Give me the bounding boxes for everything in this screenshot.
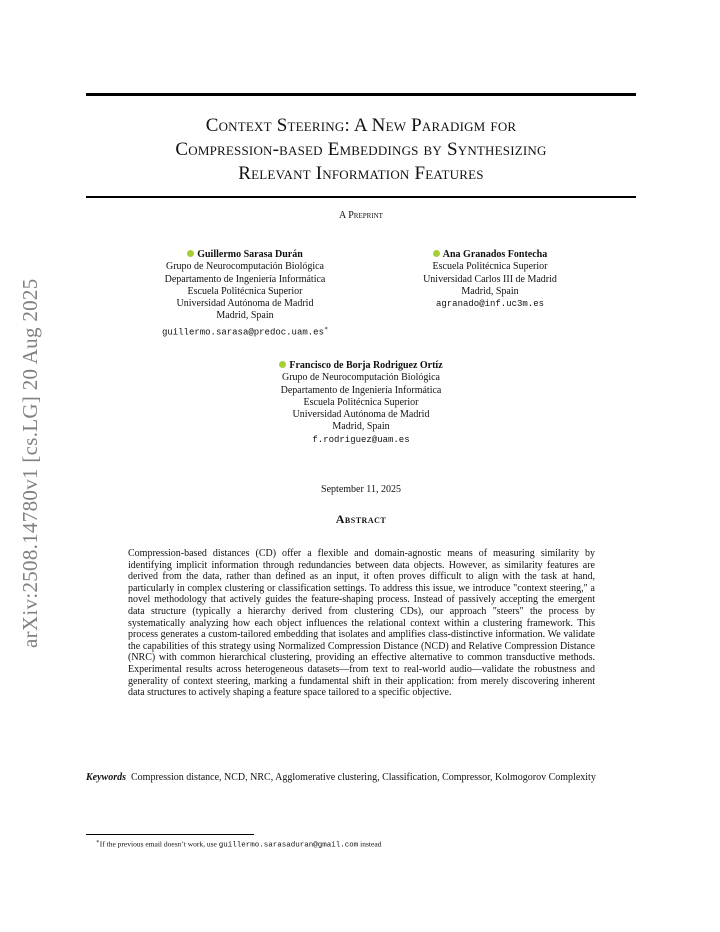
orcid-icon[interactable] (433, 250, 440, 257)
orcid-icon[interactable] (187, 250, 194, 257)
title-line: Compression-based Embeddings by Synthesizing (175, 139, 547, 160)
affiliation-line: Madrid, Spain (332, 421, 390, 433)
footnote-text-end: instead (358, 839, 382, 849)
affiliation-line: Departamento de Ingeniería Informática (164, 273, 326, 285)
publication-date: September 11, 2025 (321, 484, 401, 495)
affiliation-line: Universidad Autónoma de Madrid (176, 298, 314, 310)
footnote-marker: ∗ (96, 839, 100, 845)
affiliation-line: Escuela Politécnica Superior (432, 261, 548, 273)
author-block (130, 249, 360, 338)
footnote-email[interactable]: guillermo.sarasaduran@gmail.com (218, 841, 359, 850)
author-email[interactable]: agranado@inf.uc3m.es (435, 299, 545, 310)
footnote-marker: ∗ (323, 325, 329, 332)
affiliation-line: Grupo de Neurocomputación Biológica (165, 261, 324, 273)
author-block (236, 360, 486, 446)
abstract-text: Compression-based distances (CD) offer a flexible and domain-agnostic means of measuring similarity by identifying implicit information through redundancies between data objects. However, as similarity features are derived from the data, rather than defined as an input, it often proves difficult to align with the task at hand, particularly in complex clustering or classification settings. To address this issue, we introduce "context steering," a novel methodology that actively guides the feature-shaping process. Instead of passively accepting the emergent data structure (typically a hierarchy derived from clustering CDs), our approach "steers" the process by systematically analyzing how each object influences the relational context within a clustering framework. This process generates a custom-tailored embedding that isolates and amplifies class-distinctive information. We validate the capabilities of this strategy using Normalized Compression Distance (NCD) and Relative Compression Distance (NRC) with common hierarchical clustering, providing an effective alternative to common transductive methods. Experimental results across heterogeneous datasets—from text to real-world audio—validate the robustness and generality of context steering, marking a fundamental shift in their application: from merely discovering inherent data structures to actively shaping a feature space tailored to a specific objective. (128, 548, 595, 699)
affiliation-line: Departamento de Ingeniería Informática (280, 384, 442, 396)
affiliation-line: Universidad Autónoma de Madrid (292, 409, 430, 421)
paper-title (86, 114, 636, 186)
affiliation-line: Grupo de Neurocomputación Biológica (281, 372, 440, 384)
author-name: Guillermo Sarasa Durán (197, 249, 303, 260)
affiliation-line: Universidad Carlos III de Madrid (423, 273, 557, 285)
top-rule (86, 93, 636, 96)
footnote-text: If the previous email doesn’t work, use (99, 839, 219, 849)
arxiv-identifier: arXiv:2508.14780v1 [cs.LG] 20 Aug 2025 (18, 278, 42, 648)
author-email[interactable]: guillermo.sarasa@predoc.uam.es (161, 327, 324, 338)
footnote (96, 839, 381, 850)
preprint-label: A Preprint (339, 210, 383, 221)
keywords-section (86, 772, 636, 784)
author-block (390, 249, 590, 310)
abstract-heading: Abstract (335, 512, 387, 526)
title-line: Context Steering: A New Paradigm for (205, 115, 517, 136)
keywords-label: Keywords (86, 772, 126, 783)
title-line: Relevant Information Features (238, 163, 484, 184)
affiliation-line: Madrid, Spain (461, 285, 519, 297)
affiliation-line: Escuela Politécnica Superior (187, 285, 303, 297)
author-name: Ana Granados Fontecha (442, 249, 548, 260)
keywords-list: Compression distance, NCD, NRC, Agglomerative clustering, Classification, Compressor, Kolmogorov Complexity (131, 772, 596, 783)
affiliation-line: Escuela Politécnica Superior (303, 396, 419, 408)
orcid-icon[interactable] (279, 361, 286, 368)
affiliation-line: Madrid, Spain (216, 310, 274, 322)
author-email[interactable]: f.rodriguez@uam.es (312, 434, 410, 445)
bottom-title-rule (86, 196, 636, 198)
footnote-rule (86, 834, 254, 835)
author-name: Francisco de Borja Rodriguez Ortíz (289, 360, 443, 371)
